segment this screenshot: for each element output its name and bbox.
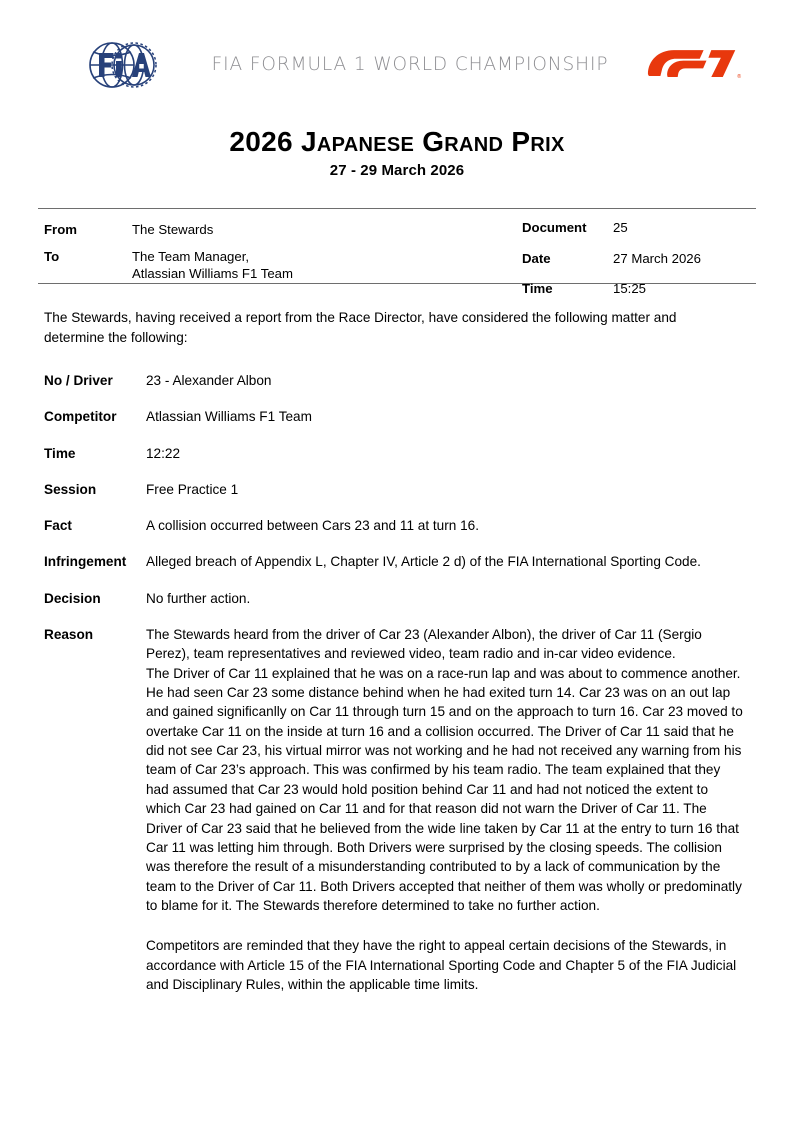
document-header-table — [38, 208, 756, 297]
field-row-session — [44, 480, 750, 499]
time-label: Time — [522, 281, 553, 297]
to-value-line1: The Team Manager, — [132, 248, 250, 264]
reason-body — [146, 664, 750, 995]
header-row-document — [522, 219, 794, 236]
to-value-line2: Atlassian Williams F1 Team — [132, 266, 293, 282]
decision-value: No further action. — [146, 590, 251, 606]
time-value: 15:25 — [613, 281, 647, 297]
masthead — [38, 32, 756, 110]
document-value: 25 — [613, 220, 628, 236]
infringement-label: Infringement — [44, 554, 127, 570]
decision-fields — [38, 371, 756, 994]
document-label: Document — [522, 220, 587, 236]
field-row-driver — [44, 371, 750, 390]
svg-text:®: ® — [737, 73, 742, 80]
competitor-label: Competitor — [44, 409, 117, 425]
header-left-column — [44, 221, 484, 291]
from-label: From — [44, 222, 77, 238]
page-title: 2026 Japanese Grand Prix — [229, 126, 565, 157]
reason-paragraph-3: Competitors are reminded that they have the right to appeal certain decisions of the Stewards, in accordance with Article 15 of the FIA International Sporting Code and Chapter 5 of the FIA Judicial and Disciplinary Rules, within the applicable time limits. — [146, 938, 737, 993]
f1-logo-icon — [646, 44, 742, 84]
header-row-to — [44, 248, 484, 283]
from-value: The Stewards — [132, 222, 214, 238]
driver-label: No / Driver — [44, 372, 113, 388]
driver-value: 23 - Alexander Albon — [146, 372, 272, 388]
field-row-decision — [44, 589, 750, 608]
header-row-time — [522, 280, 794, 297]
decision-label: Decision — [44, 590, 101, 606]
event-dates: 27 - 29 March 2026 — [329, 162, 465, 180]
fia-logo-icon — [86, 34, 160, 96]
session-value: Free Practice 1 — [146, 481, 239, 497]
fact-label: Fact — [44, 518, 72, 534]
title-block — [38, 126, 756, 179]
reason-paragraph-2: The Driver of Car 11 explained that he was on a race-run lap and was about to commence another. He had seen Car 23 some distance behind when he had exited turn 14. Car 23 was on an out lap and gained significanlly on Car 11 through turn 15 and on the approach to turn 16. Car 23 moved to overtake Car 11 on the inside at turn 16 and a collision occurred. The Driver of Car 11 said that he did not see Car 23, his virtual mirror was not working and he had not received any warning from his team of Car 23’s approach. This was confirmed by his team radio. The team explained that they had assumed that Car 23 would hold position behind Car 11 and had not noticed the extent to which Car 23 had gained on Car 11 and for that reason did not warn the Driver of Car 11. The Driver of Car 23 said that he believed from the wide line taken by Car 11 at the entry to turn 16 that Car 11 was letting him through. Both Drivers were surprised by the closing speeds. The collision was therefore the result of a misunderstanding contributed to by a lack of communication by the team to the Driver of Car 11. Both Drivers accepted that neither of them was wholly or predominatly to blame for it. The Stewards therefore determined to take no further action. — [146, 665, 743, 913]
time-field-label: Time — [44, 445, 76, 461]
reason-label: Reason — [44, 627, 94, 643]
date-value: 27 March 2026 — [613, 250, 701, 266]
header-right-column — [522, 219, 794, 310]
field-row-infringement — [44, 552, 750, 571]
infringement-value: Alleged breach of Appendix L, Chapter IV, Article 2 d) of the FIA International Sporting Code. — [146, 554, 701, 570]
reason-value-first-paragraph: The Stewards heard from the driver of Car 23 (Alexander Albon), the driver of Car 11 (Sergio Perez), team representatives and reviewed video, team radio and in-car video evidence. — [146, 627, 702, 662]
field-row-time — [44, 444, 750, 463]
to-value — [132, 248, 484, 283]
time-field-value: 12:22 — [146, 445, 181, 461]
header-row-date — [522, 250, 794, 267]
session-label: Session — [44, 481, 97, 497]
fact-value: A collision occurred between Cars 23 and 11 at turn 16. — [146, 518, 479, 534]
championship-title: FIA FORMULA 1 WORLD CHAMPIONSHIP — [211, 54, 609, 75]
date-label: Date — [522, 250, 551, 266]
intro-paragraph: The Stewards, having received a report from the Race Director, have considered the following matter and determine the following: — [44, 310, 677, 345]
field-row-fact — [44, 516, 750, 535]
header-row-from — [44, 221, 484, 238]
to-label: To — [44, 248, 60, 264]
competitor-value: Atlassian Williams F1 Team — [146, 409, 312, 425]
field-row-reason — [44, 625, 750, 664]
field-row-competitor — [44, 407, 750, 426]
